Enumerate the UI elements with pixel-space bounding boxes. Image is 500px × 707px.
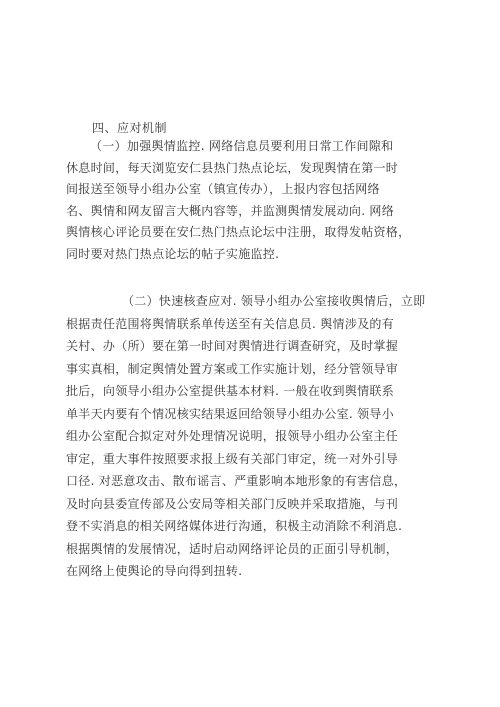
paragraph-monitoring bbox=[66, 136, 440, 266]
text-line: 事实真相，制定舆情处置方案或工作实施计划，经分管领导审 bbox=[66, 361, 399, 376]
text-line: 在网络上使舆论的导向得到扭转. bbox=[66, 564, 243, 578]
paragraph-response bbox=[66, 290, 440, 583]
text-line: 审定，重大事件按照要求报上级有关部门审定，统一对外引导 bbox=[66, 451, 399, 466]
text-line: （一）加强舆情监控. 网络信息员要利用日常工作间隙和 bbox=[90, 139, 394, 153]
text-line: 根据舆情的发展情况，适时启动网络评论员的正面引导机制， bbox=[66, 541, 399, 556]
text-line: 登不实消息的相关网络媒体进行沟通，积极主动消除不利消息. bbox=[66, 519, 403, 533]
text-line: 批后，向领导小组办公室提供基本材料. 一般在收到舆情联系 bbox=[66, 384, 395, 398]
text-line: 组办公室配合拟定对外处理情况说明，报领导小组办公室主任 bbox=[66, 429, 399, 443]
text-line: 同时要对热门热点论坛的帖子实施监控. bbox=[66, 246, 280, 261]
text-line: 口径. 对恶意攻击、散布谣言、严重影响本地形象的有害信息， bbox=[66, 474, 407, 488]
text-line: 关村、办（所）要在第一时间对舆情进行调查研究，及时掌握 bbox=[66, 339, 399, 353]
text-line: 及时向县委宣传部及公安局等相关部门反映并采取措施，与刊 bbox=[66, 496, 399, 511]
section-heading: 四、应对机制 bbox=[92, 121, 168, 135]
text-line: （二）快速核查应对. 领导小组办公室接收舆情后，立即 bbox=[122, 294, 426, 308]
text-line: 单半天内要有个情况核实结果返回给领导小组办公室. 领导小 bbox=[66, 406, 395, 421]
text-line: 名、舆情和网友留言大概内容等，并监测舆情发展动向. 网络 bbox=[66, 203, 395, 218]
text-line: 舆情核心评论员要在安仁热门热点论坛中注册，取得发帖资格， bbox=[66, 225, 411, 240]
text-line: 休息时间，每天浏览安仁县热门热点论坛，发现舆情在第一时 bbox=[66, 160, 399, 175]
text-line: 间报送至领导小组办公室（镇宣传办），上报内容包括网络 bbox=[66, 182, 380, 197]
text-line: 根据责任范围将舆情联系单传送至有关信息员. 舆情涉及的有 bbox=[66, 316, 395, 331]
